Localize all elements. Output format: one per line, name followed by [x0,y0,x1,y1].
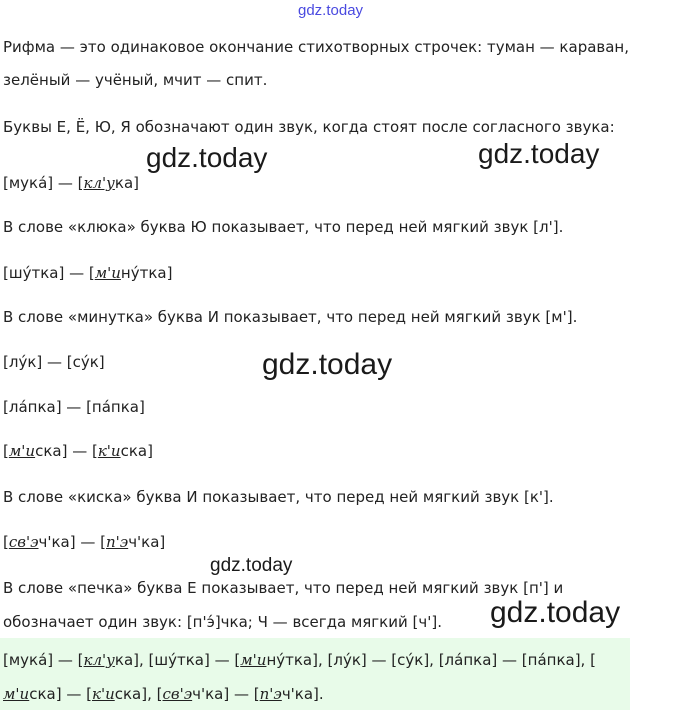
text: [шýтка] — [ [3,264,95,282]
handwritten-transcription: к'и [91,685,115,703]
handwritten-transcription: кл'у [83,651,115,669]
watermark: gdz.today [478,138,600,169]
handwritten-transcription: св'э [162,685,193,703]
text: ска] — [ [35,442,98,460]
word-pair-line: [лýк] — [сýк] [3,353,105,371]
text: ка] [114,174,139,192]
watermark: gdz.today [210,555,293,576]
text: [ [3,442,9,460]
paragraph-line: Рифма — это одинаковое окончание стихотворных строчек: туман — караван, [3,38,630,56]
text: [мукá] — [ [3,174,84,192]
text: нýтка] [120,264,173,282]
text: ска] — [ [29,685,92,703]
paragraph-line: В слове «печка» буква Е показывает, что перед ней мягкий звук [п'] и [3,579,564,597]
text: ка], [шýтка] — [ [114,651,241,669]
handwritten-transcription: м'и [3,685,30,703]
word-pair-line [3,263,172,283]
word-pair-line [3,532,165,552]
answer-line [3,684,324,704]
handwritten-transcription: п'э [259,685,282,703]
watermark: gdz.today [146,142,268,173]
watermark-top: gdz.today [298,2,364,19]
handwritten-transcription: п'э [106,533,129,551]
handwritten-transcription: м'и [8,442,36,460]
handwritten-transcription: к'и [97,442,121,460]
text: ска], [ [114,685,163,703]
paragraph-line: В слове «киска» буква И показывает, что перед ней мягкий звук [к']. [3,488,554,506]
watermark: gdz.today [490,596,621,629]
word-pair-line [3,441,153,461]
paragraph-line: Буквы Е, Ё, Ю, Я обозначают один звук, когда стоят после согласного звука: [3,118,615,136]
text: ч'ка]. [281,685,324,703]
paragraph-line: обозначает один звук: [п'э́]чка; Ч — всегда мягкий [ч']. [3,613,442,631]
word-pair-line [3,173,139,193]
handwritten-transcription: св'э [8,533,39,551]
text: ч'ка] [128,533,166,551]
handwritten-transcription: м'и [94,264,121,282]
watermark: gdz.today [262,348,393,381]
word-pair-line: [лáпка] — [пáпка] [3,398,145,416]
text: [ [3,533,9,551]
answer-line [3,650,596,670]
paragraph-line: зелёный — учёный, мчит — спит. [3,71,268,89]
handwritten-transcription: м'и [240,651,267,669]
text: нýтка], [лýк] — [сýк], [лáпка] — [пáпка], [ [266,651,596,669]
handwritten-transcription: кл'у [83,174,115,192]
text: [мукá] — [ [3,651,84,669]
text: ч'ка] — [ [192,685,260,703]
paragraph-line: В слове «минутка» буква И показывает, что перед ней мягкий звук [м']. [3,308,578,326]
paragraph-line: В слове «клюка» буква Ю показывает, что перед ней мягкий звук [л']. [3,218,564,236]
answer-box [0,638,630,710]
text: ч'ка] — [ [38,533,106,551]
text: ска] [120,442,153,460]
